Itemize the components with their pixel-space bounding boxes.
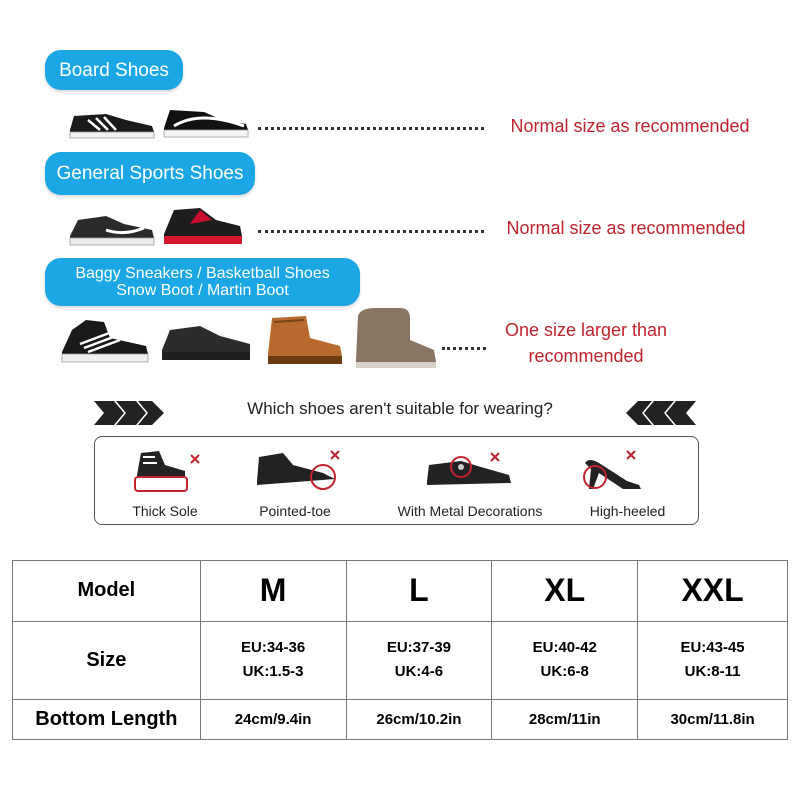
sports-shoes-text: General Sports Shoes: [56, 163, 244, 184]
size-note: [488, 317, 684, 369]
sports-shoe-icon: [66, 210, 158, 248]
unsuitable-item: [385, 437, 555, 525]
unsuitable-item: [105, 437, 225, 525]
close-icon: [627, 451, 635, 459]
boot-icon: [258, 312, 346, 366]
dotted-connector: [442, 347, 486, 350]
baggy-sneakers-label: [45, 258, 360, 306]
size-cell: [492, 621, 638, 699]
size-note: Normal size as recommended: [506, 218, 746, 238]
pointed-toe-label: Pointed-toe: [259, 503, 331, 519]
size-cell: [638, 621, 788, 699]
sports-shoes-label: [45, 152, 255, 195]
size-eu: EU:37-39: [386, 639, 452, 657]
length-cell: 28cm/11in: [492, 700, 638, 740]
row-header: Bottom Length: [13, 700, 201, 740]
model-cell: L: [346, 561, 492, 622]
size-uk: UK:4-6: [394, 663, 444, 681]
size-eu: EU:43-45: [680, 639, 745, 657]
row-header: Model: [13, 561, 201, 622]
size-note: Normal size as recommended: [510, 116, 750, 136]
model-cell: XL: [492, 561, 638, 622]
size-uk: UK:1.5-3: [242, 663, 304, 681]
sneaker-icon: [66, 108, 158, 140]
unsuitable-item: [235, 437, 355, 525]
size-note-line1: One size larger than: [504, 320, 668, 340]
thick-sole-label: Thick Sole: [132, 503, 198, 519]
size-eu: EU:34-36: [240, 639, 306, 657]
snow-boot-icon: [350, 304, 440, 370]
length-cell: 24cm/9.4in: [200, 700, 346, 740]
board-shoes-text: Board Shoes: [59, 59, 169, 81]
close-icon: [331, 451, 339, 459]
size-uk: UK:8-11: [684, 663, 741, 681]
close-icon: [491, 453, 499, 461]
size-uk: UK:6-8: [540, 663, 589, 681]
size-note-line2: recommended: [528, 346, 644, 366]
dotted-connector: [258, 230, 484, 233]
chevron-left-icon: [622, 399, 698, 427]
loafer-icon: [421, 445, 521, 495]
sports-shoe-icon: [56, 316, 152, 366]
board-shoes-label: [45, 50, 183, 90]
snow-boot-text: Snow Boot / Martin Boot: [116, 282, 289, 299]
length-cell: 26cm/10.2in: [346, 700, 492, 740]
table-row: [13, 561, 788, 622]
metal-decorations-label: With Metal Decorations: [397, 503, 543, 519]
length-cell: 30cm/11.8in: [638, 700, 788, 740]
unsuitable-item: [565, 437, 690, 525]
sneaker-icon: [123, 445, 207, 495]
table-row: [13, 621, 788, 699]
close-icon: [191, 455, 199, 463]
table-row: [13, 700, 788, 740]
model-cell: XXL: [638, 561, 788, 622]
unsuitable-shoes-box: [94, 436, 699, 525]
size-eu: EU:40-42: [532, 639, 597, 657]
high-heeled-label: High-heeled: [589, 503, 666, 519]
dotted-connector: [258, 127, 484, 130]
baggy-sneakers-text: Baggy Sneakers / Basketball Shoes: [75, 265, 330, 282]
sports-shoe-icon: [160, 204, 244, 248]
pointed-shoe-icon: [253, 443, 345, 497]
size-table: [12, 560, 788, 740]
sneaker-icon: [160, 104, 250, 140]
high-heel-icon: [579, 443, 669, 497]
row-header: Size: [13, 621, 201, 699]
sports-shoe-icon: [156, 320, 256, 364]
warning-title: Which shoes aren't suitable for wearing?: [247, 399, 553, 418]
size-cell: [200, 621, 346, 699]
size-cell: [346, 621, 492, 699]
model-cell: M: [200, 561, 346, 622]
